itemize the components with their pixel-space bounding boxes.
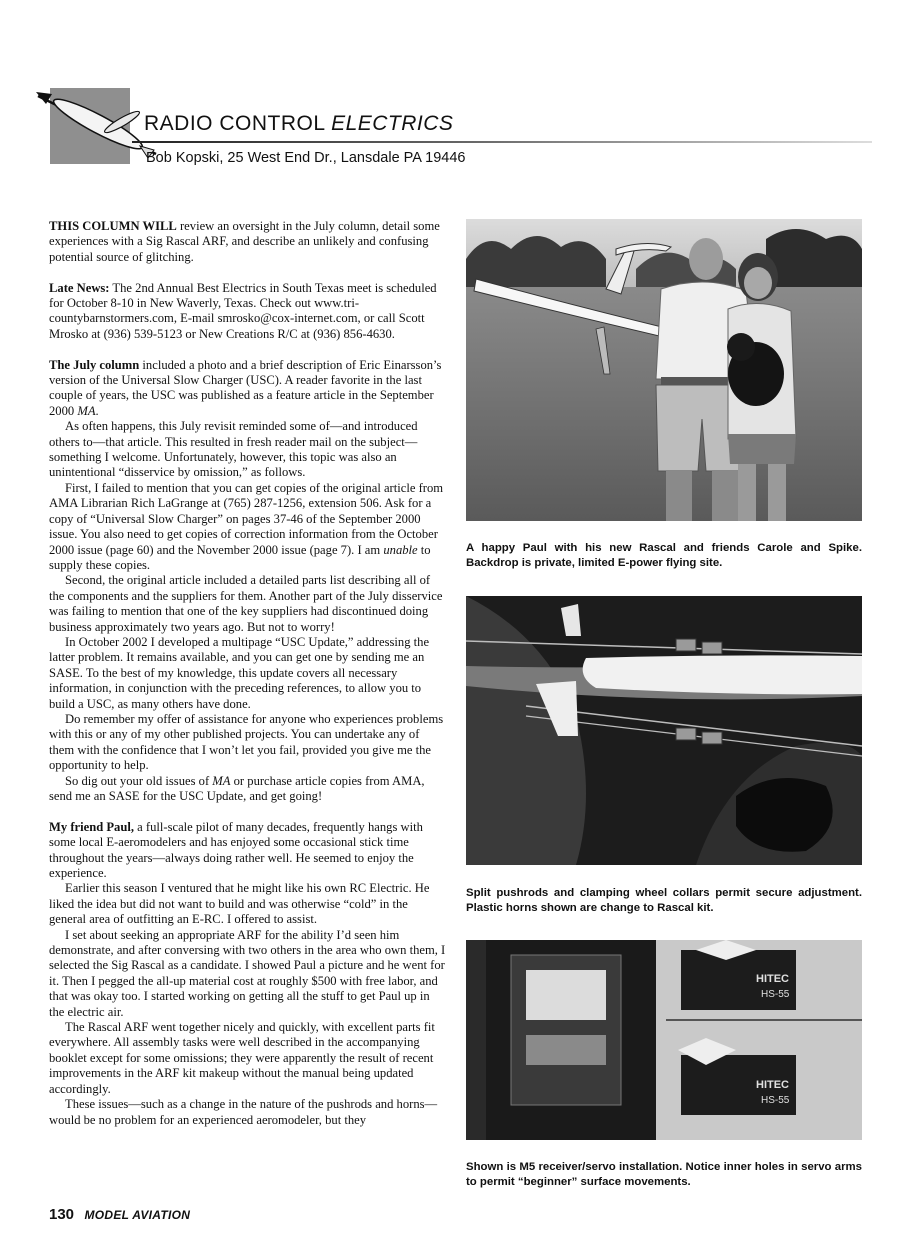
page-number: 130 [49,1206,75,1223]
paragraph [49,481,446,573]
paragraph-text: The 2nd Annual Best Electrics in South Texas meet is scheduled for October 8-10 in New Waverly, Texas. Check out www.tri-countybarnstormers.com, E-mail smrosko@cox-internet.com, or call Scott Mrosko at (936) 539-5123 or New Creations R/C at (936) 856-4630. [49,280,437,341]
author-line: Bob Kopski, 25 West End Dr., Lansdale PA 19446 [146,150,466,166]
magazine-abbrev: MA [212,773,231,788]
header-divider [132,141,872,143]
paragraph [49,281,446,343]
photo-paul-with-rascal [466,219,862,521]
column-title-plain: RADIO CONTROL [144,112,325,135]
paragraph: As often happens, this July revisit reminded some of—and introduced others to—that article. This resulted in fresh reader mail on the subject—something I welcome. Unfortunately, however, this topic was also an unintentional “disservice by omission,” as follows. [49,419,418,480]
lead-in: Late News: [49,280,110,295]
paragraph: Second, the original article included a detailed parts list describing all of the components and the suppliers for them. Another part of the July disservice was failing to mention that one of the key suppliers had discontinued doing business approximately two years ago. But not to worry! [49,573,443,634]
paragraph: These issues—such as a change in the nature of the pushrods and horns—would be no problem for an experienced aeromodeler, but they [49,1097,438,1127]
magazine-name: MODEL AVIATION [84,1208,191,1222]
paragraph [49,219,446,265]
paragraph [49,820,446,882]
lead-in: My friend Paul, [49,819,135,834]
paragraph-text: included a photo and a brief description of Eric Einarsson’s version of the Universal Slow Charger (USC). A reader favorite in the last couple of years, the USC was published as a feature article in the September 2000 [49,357,442,418]
servo-model-label: HS-55 [761,1095,790,1106]
paragraph: Earlier this season I ventured that he might like his own RC Electric. He liked the idea but did not want to build and was otherwise “cold” in the general area of outfitting an E-RC. I offered to assist. [49,881,430,927]
airplane-logo-icon [30,84,160,164]
photo-split-pushrods [466,596,862,865]
page-footer [49,1206,190,1224]
paragraph: In October 2002 I developed a multipage “USC Update,” addressing the latter problem. It remains available, and you can get one by sending me an SASE. To the best of my knowledge, this update covers all necessary information, in conjunction with the preceding references, to allow you to build a USC, as many others have done. [49,634,430,711]
paragraph-text: So dig out your old issues of [65,773,213,788]
photo-caption: Split pushrods and clamping wheel collars permit secure adjustment. Plastic horns shown are change to Rascal kit. [466,887,862,914]
lead-in: The July column [49,357,140,372]
paragraph-text: a full-scale pilot of many decades, frequently hangs with some local E-aeromodelers and has enjoyed some occasional stick time throughout the years—always doing rather well. He seemed to enjoy the experience. [49,819,423,881]
paragraph: Do remember my offer of assistance for anyone who experiences problems with this or any of my other published projects. You can undertake any of them with the confidence that I won’t let you fail, provided you give me the opportunity to help. [49,711,444,773]
paragraph-text: to supply these copies. [49,542,431,572]
servo-brand-label: HITEC [756,973,789,985]
paragraph-text: First, I failed to mention that you can get copies of the original article from AMA Librarian Rich LaGrange at (765) 287-1256, extension 506. Ask for a copy of “Universal Slow Charger” on pages 37-46 of the September 2000 issue. You also need to get copies of correction information from the October 2000 issue (page 60) and the November 2000 issue (page 7). I am [49,480,444,557]
paragraph [49,358,446,420]
paragraph: I set about seeking an appropriate ARF for the ability I’d seen him demonstrate, and after conversing with two others in the area who own them, I selected the Sig Rascal as a candidate. I showed Paul a picture and he went for it. Then I pegged the all-up material cost at roughly $500 with free labor, and that was okay too. I started working on getting all the stuff to get Paul up in the electric air. [49,927,446,1019]
article-body [49,219,446,1128]
magazine-abbrev: MA [77,403,96,418]
lead-in: THIS COLUMN WILL [49,219,177,233]
emphasis: unable [383,542,418,557]
paragraph-text: or purchase article copies from AMA, send me an SASE for the USC Update, and get going! [49,773,425,803]
column-title-italic: ELECTRICS [331,112,454,135]
paragraph-text: review an oversight in the July column, detail some experiences with a Sig Rascal ARF, and describe an unlikely and confusing potential source of glitching. [49,219,440,264]
photo-receiver-servo [466,940,862,1140]
servo-model-label: HS-55 [761,989,790,1000]
servo-brand-label: HITEC [756,1079,789,1091]
column-title [144,112,453,136]
paragraph [49,774,446,805]
paragraph: The Rascal ARF went together nicely and quickly, with excellent parts fit everywhere. All assembly tasks were well described in the accompanying booklet except for some omissions; they were apparently the result of recent improvements in the ARF kit makeup without the manual being updated accordingly. [49,1020,435,1096]
photo-caption: Shown is M5 receiver/servo installation. Notice inner holes in servo arms to permit “beginner” surface movements. [466,1161,862,1188]
paragraph-text: . [95,403,99,418]
photo-caption: A happy Paul with his new Rascal and friends Carole and Spike. Backdrop is private, limited E-power flying site. [466,542,862,569]
